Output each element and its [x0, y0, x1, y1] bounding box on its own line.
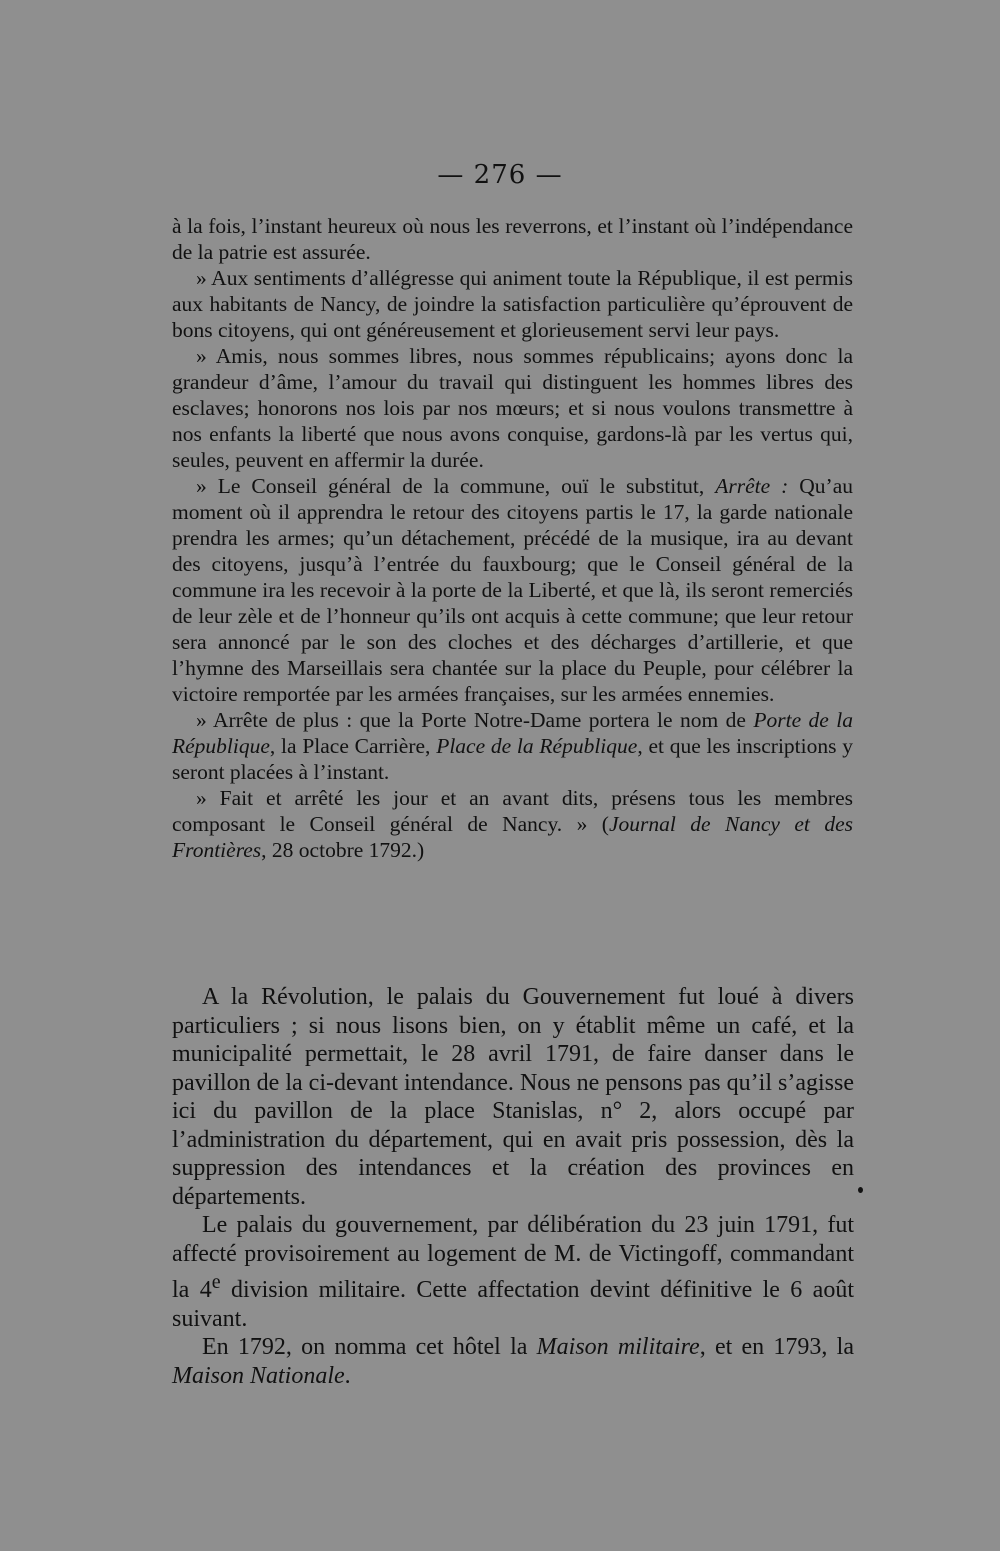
main-text: [172, 983, 854, 1390]
maison-militaire-italic: Maison militaire: [536, 1334, 700, 1360]
main-paragraph-2: Le palais du gouvernement, par délibération du 23 juin 1791, fut affecté provisoirement au logement de M. de Victingoff, commandant la 4e division militaire. Cette affectation devint définitive le 6 août suivant.: [172, 1212, 854, 1332]
superscript-e: e: [211, 1271, 221, 1293]
journal-title-italic: Journal de Nancy et des Frontières: [172, 812, 854, 862]
quote-paragraph-2: » Aux sentiments d’allégresse qui animent toute la République, il est permis aux habitants de Nancy, de joindre la satisfaction particulière qu’éprouvent de bons citoyens, qui ont généreusement et glorieusement servi leur pays.: [172, 266, 853, 342]
quote-paragraph-5: » Arrête de plus : que la Porte Notre-Dame portera le nom de Porte de la République, la Place Carrière, Place de la République, et que les inscriptions y seront placées à l’instant.: [172, 708, 853, 784]
arrete-italic: Arrête :: [715, 474, 789, 498]
place-republique-italic: Place de la République: [436, 734, 638, 758]
main-paragraph-1: A la Révolution, le palais du Gouvernement fut loué à divers particuliers ; si nous lisons bien, on y établit même un café, et la municipalité permettait, le 28 avril 1791, de faire danser dans le pavillon de la ci-devant intendance. Nous ne pensons pas qu’il s’agisse ici du pavillon de la place Stanislas, n° 2, alors occupé par l’administration du département, qui en avait pris possession, dès la suppression des intendances et la création des provinces en départements.: [172, 984, 854, 1210]
quote-paragraph-6: » Fait et arrêté les jour et an avant dits, présens tous les membres composant le Conseil général de Nancy. » (Journal de Nancy et des Frontières, 28 octobre 1792.): [172, 786, 854, 862]
main-paragraph-3: En 1792, on nomma cet hôtel la Maison militaire, et en 1793, la Maison Nationale.: [172, 1334, 854, 1389]
porte-republique-italic: Porte de la République: [172, 708, 853, 758]
quote-paragraph-1: à la fois, l’instant heureux où nous les reverrons, et l’instant où l’indépendance de la patrie est assurée.: [172, 214, 853, 264]
ink-speck: [858, 1187, 863, 1193]
quoted-deliberation: [172, 213, 853, 863]
page-number: — 276 —: [437, 160, 563, 190]
quote-paragraph-4: » Le Conseil général de la commune, ouï le substitut, Arrête : Qu’au moment où il apprendra le retour des citoyens partis le 17, la garde nationale prendra les armes; qu’un détachement, précédé de la musique, ira au devant des citoyens, jusqu’à l’entrée du fauxbourg; que le Conseil général de la commune ira les recevoir à la porte de la Liberté, et que là, ils seront remerciés de leur zèle et de l’honneur qu’ils ont acquis à cette commune; que leur retour sera annoncé par le son des cloches et des décharges d’artillerie, et que l’hymne des Marseillais sera chantée sur la place du Peuple, pour célébrer la victoire remportée par les armées françaises, sur les armées ennemies.: [172, 474, 854, 706]
quote-paragraph-3: » Amis, nous sommes libres, nous sommes républicains; ayons donc la grandeur d’âme, l’amour du travail qui distinguent les hommes libres des esclaves; honorons nos lois par nos mœurs; et si nous voulons transmettre à nos enfants la liberté que nous avons conquise, gardons-là par les vertus qui, seules, peuvent en affermir la durée.: [172, 344, 853, 472]
maison-nationale-italic: Maison Nationale: [172, 1362, 345, 1389]
